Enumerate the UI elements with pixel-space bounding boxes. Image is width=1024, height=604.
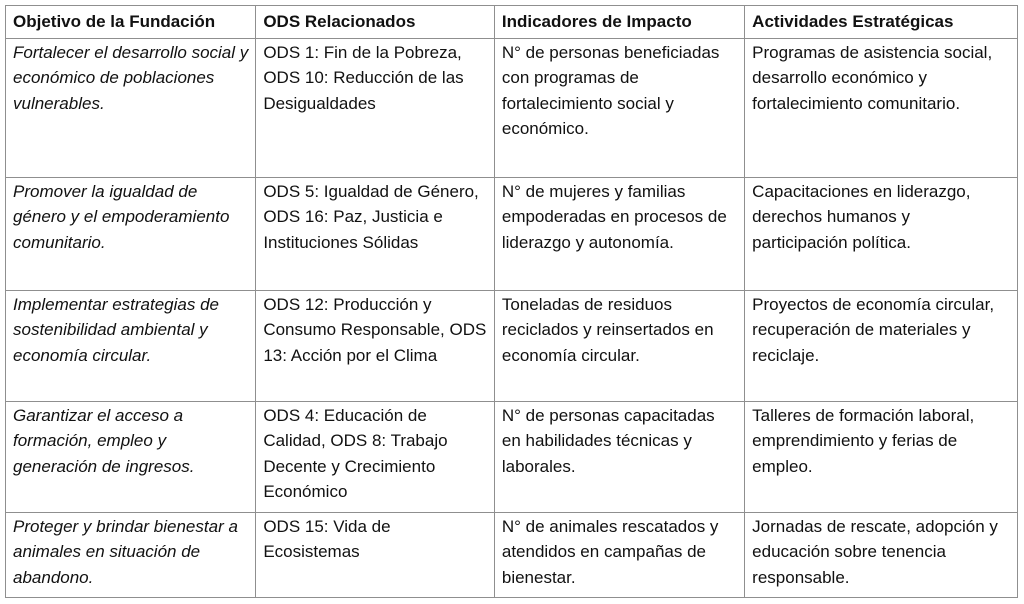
indicators-cell: Toneladas de residuos reciclados y reinsertados en economía circular. [494,290,744,401]
indicators-cell: N° de animales rescatados y atendidos en campañas de bienestar. [494,512,744,597]
table-row [6,290,1018,401]
table-row [6,512,1018,597]
activities-cell: Talleres de formación laboral, emprendimiento y ferias de empleo. [745,401,1018,512]
activities-cell: Jornadas de rescate, adopción y educación sobre tenencia responsable. [745,512,1018,597]
activities-cell: Programas de asistencia social, desarrollo económico y fortalecimiento comunitario. [745,38,1018,177]
header-objective: Objetivo de la Fundación [6,6,256,39]
objective-cell: Proteger y brindar bienestar a animales en situación de abandono. [6,512,256,597]
ods-cell: ODS 12: Producción y Consumo Responsable, ODS 13: Acción por el Clima [256,290,495,401]
header-row [6,6,1018,39]
objective-cell: Fortalecer el desarrollo social y económico de poblaciones vulnerables. [6,38,256,177]
objective-cell: Promover la igualdad de género y el empoderamiento comunitario. [6,177,256,290]
table-row [6,177,1018,290]
indicators-cell: N° de personas capacitadas en habilidades técnicas y laborales. [494,401,744,512]
activities-cell: Capacitaciones en liderazgo, derechos humanos y participación política. [745,177,1018,290]
table-row [6,401,1018,512]
header-ods: ODS Relacionados [256,6,495,39]
ods-cell: ODS 4: Educación de Calidad, ODS 8: Trabajo Decente y Crecimiento Económico [256,401,495,512]
activities-cell: Proyectos de economía circular, recuperación de materiales y reciclaje. [745,290,1018,401]
ods-cell: ODS 1: Fin de la Pobreza, ODS 10: Reducción de las Desigualdades [256,38,495,177]
indicators-cell: N° de mujeres y familias empoderadas en procesos de liderazgo y autonomía. [494,177,744,290]
ods-cell: ODS 15: Vida de Ecosistemas [256,512,495,597]
foundation-ods-table [5,5,1018,598]
header-indicators: Indicadores de Impacto [494,6,744,39]
objective-cell: Implementar estrategias de sostenibilidad ambiental y economía circular. [6,290,256,401]
ods-cell: ODS 5: Igualdad de Género, ODS 16: Paz, Justicia e Instituciones Sólidas [256,177,495,290]
indicators-cell: N° de personas beneficiadas con programas de fortalecimiento social y económico. [494,38,744,177]
header-activities: Actividades Estratégicas [745,6,1018,39]
objective-cell: Garantizar el acceso a formación, empleo y generación de ingresos. [6,401,256,512]
table-row [6,38,1018,177]
